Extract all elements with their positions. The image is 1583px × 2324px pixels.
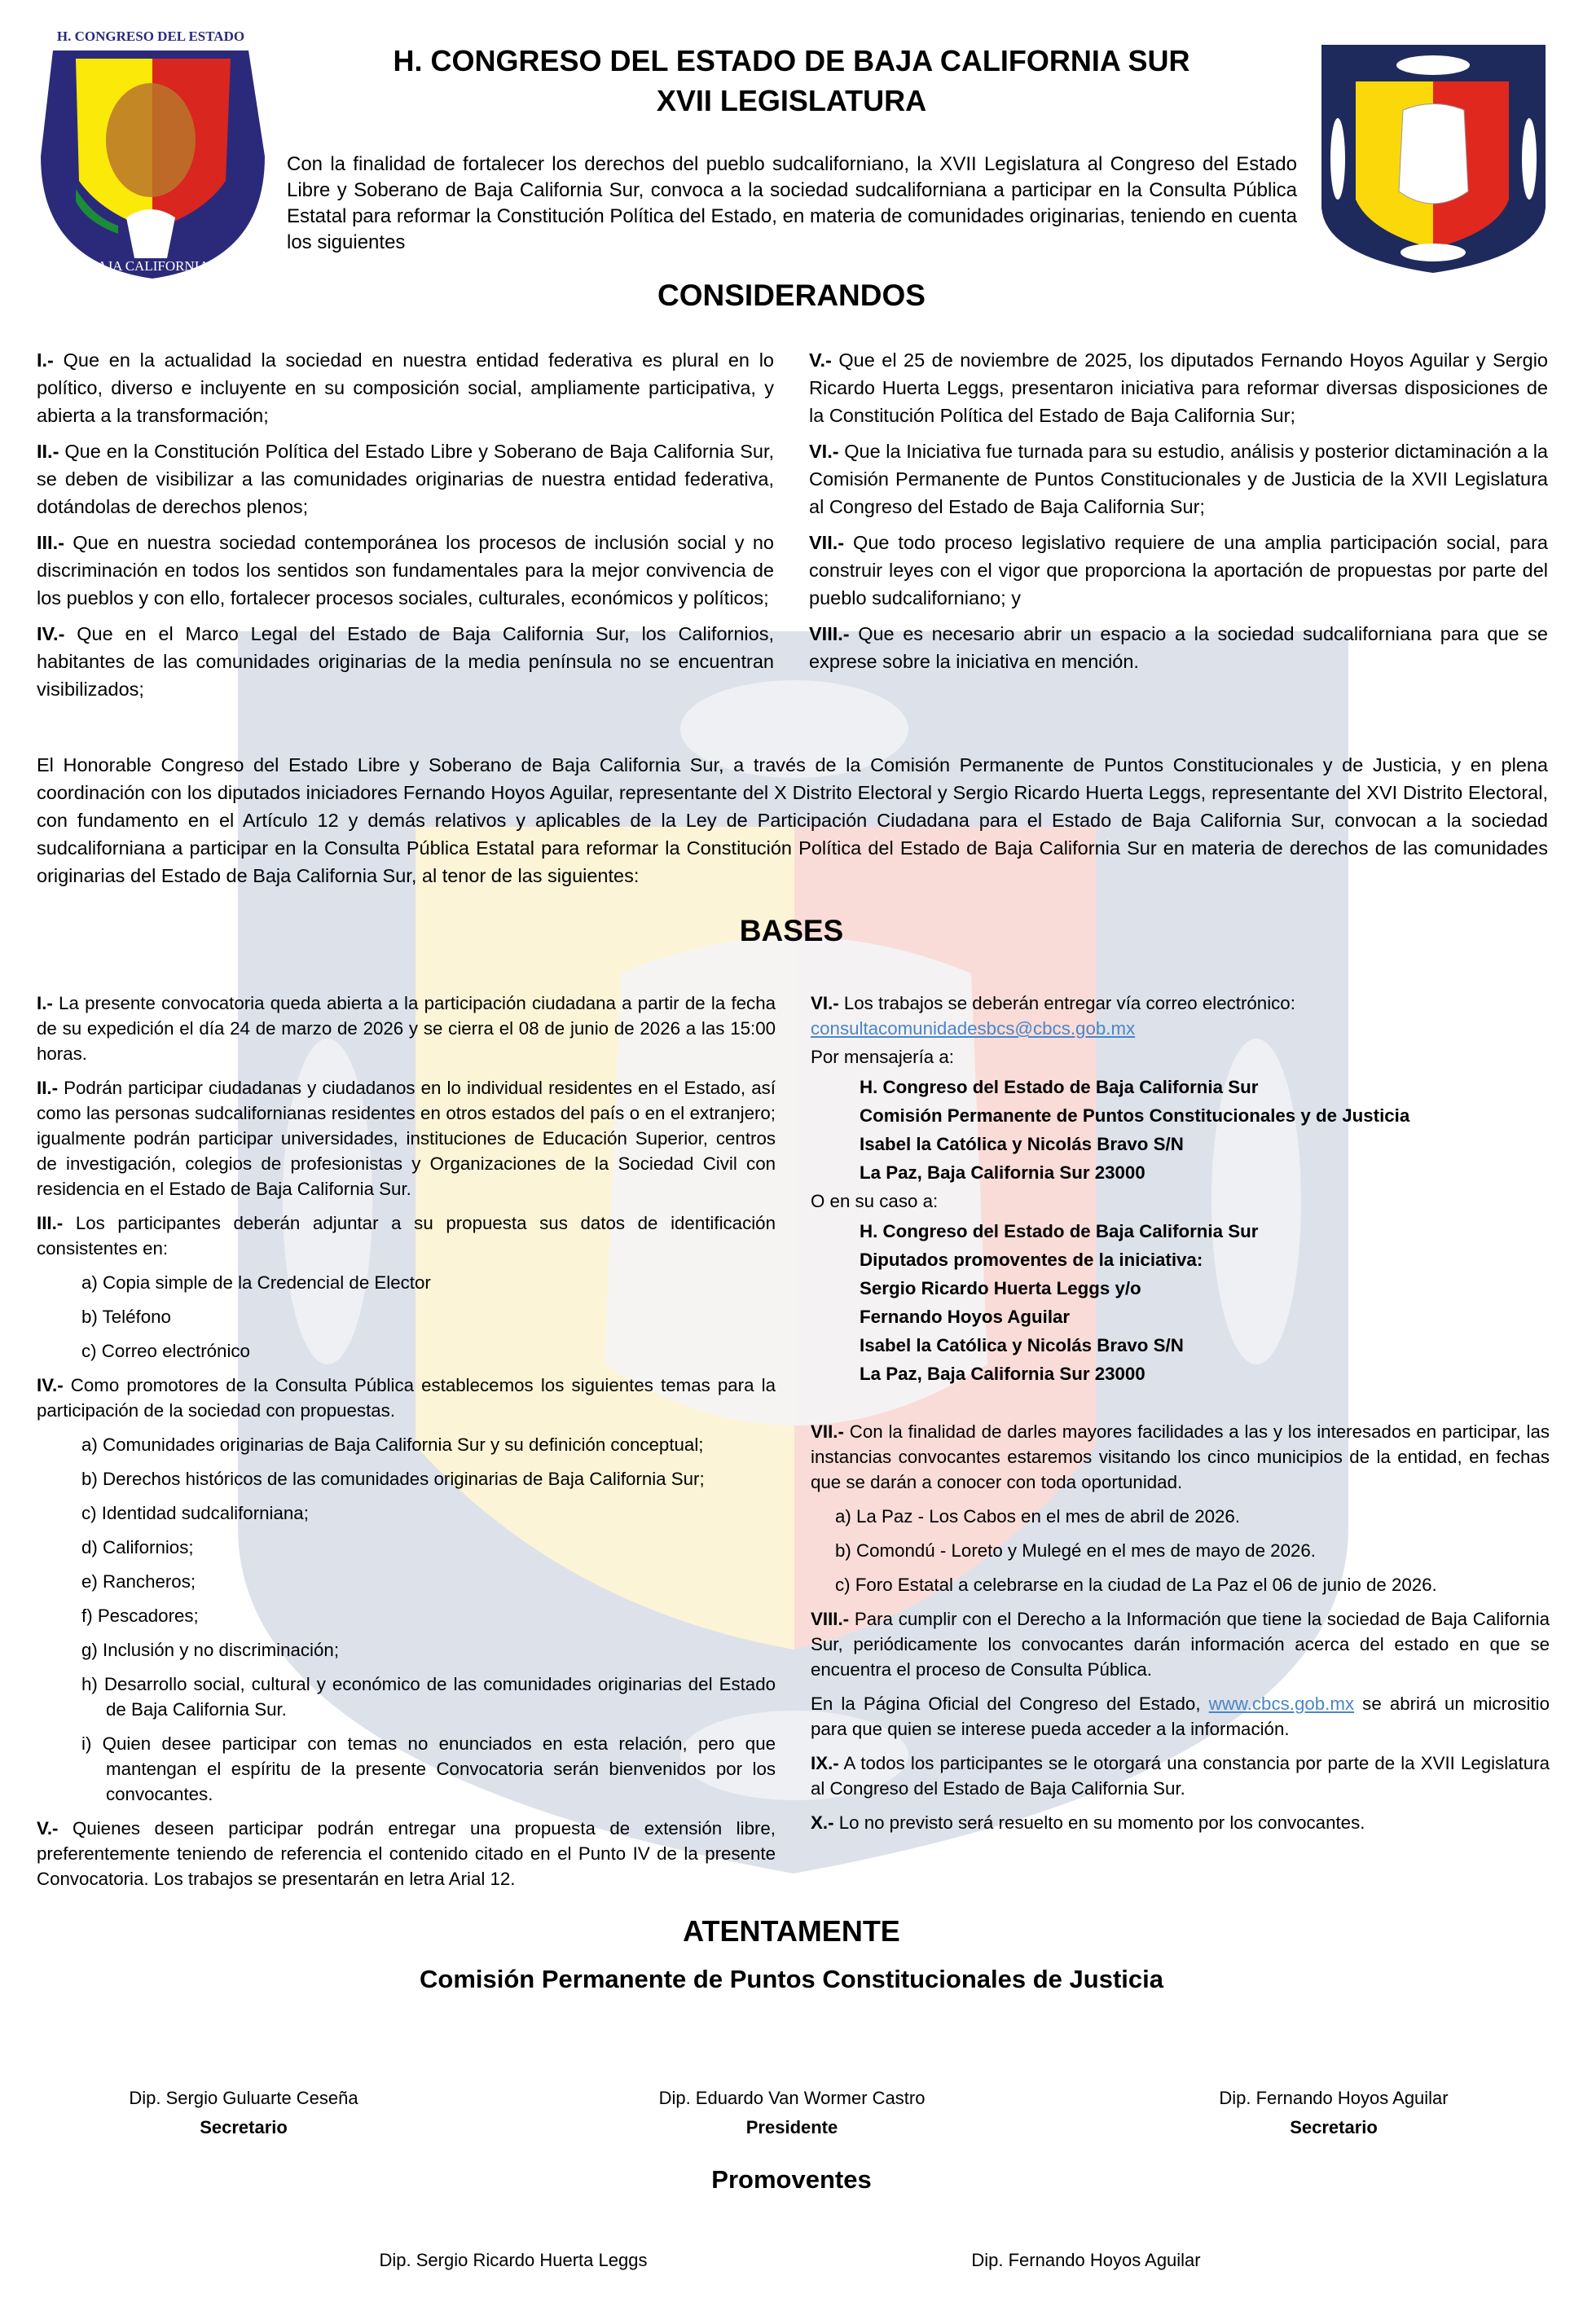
base-3: III.- Los participantes deberán adjuntar a su propuesta sus datos de identificación consistentes en: xyxy=(37,1213,776,1259)
website-link[interactable]: www.cbcs.gob.mx xyxy=(1208,1694,1355,1714)
bcs-coat-of-arms xyxy=(1321,45,1546,273)
list-item: c) Correo electrónico xyxy=(81,1341,250,1361)
base-1: I.- La presente convocatoria queda abierta a la participación ciudadana a partir de la fecha de su expedición el día 24 de marzo de 2026 y se cierra el 08 de junio de 2026 a las 15:00 horas. xyxy=(37,993,776,1064)
signer-role: Secretario xyxy=(1290,2117,1378,2137)
address-line: H. Congreso del Estado de Baja California Sur xyxy=(860,1077,1259,1097)
signer-1 xyxy=(40,2088,447,2138)
considerandos-heading: CONSIDERANDOS xyxy=(657,279,926,312)
address-line: La Paz, Baja California Sur 23000 xyxy=(860,1162,1145,1183)
address-line: Fernando Hoyos Aguilar xyxy=(860,1307,1071,1327)
promovente-1: Dip. Sergio Ricardo Huerta Leggs xyxy=(379,2250,648,2270)
list-item: a) La Paz - Los Cabos en el mes de abril de 2026. xyxy=(835,1506,1241,1527)
address-line: Comisión Permanente de Puntos Constitucionales y de Justicia xyxy=(860,1105,1410,1126)
list-item: i) Quien desee participar con temas no enunciados en esta relación, pero que mantengan el espíritu de la presente Convocatoria serán bienvenidos por los convocantes. xyxy=(81,1733,776,1804)
header-title: H. CONGRESO DEL ESTADO DE BAJA CALIFORNIA SUR xyxy=(393,44,1190,77)
signer-role: Presidente xyxy=(745,2117,838,2137)
list-item: d) Californios; xyxy=(81,1537,194,1557)
list-item: f) Pescadores; xyxy=(81,1606,199,1626)
address-line: Isabel la Católica y Nicolás Bravo S/N xyxy=(860,1335,1184,1355)
list-item: h) Desarrollo social, cultural y económico de las comunidades originarias del Estado de Baja California Sur. xyxy=(81,1674,776,1720)
considerando-7: VII.- Que todo proceso legislativo requiere de una amplia participación social, para construir leyes con el vigor que proporciona la aportación de propuestas por parte del pueblo sudcaliforniano; y xyxy=(809,532,1548,608)
signer-role: Secretario xyxy=(200,2117,288,2137)
list-item: b) Derechos históricos de las comunidades originarias de Baja California Sur; xyxy=(81,1469,705,1489)
base-7: VII.- Con la finalidad de darles mayores facilidades a las y los interesados en participar, las instancias convocantes estaremos visitando los cinco municipios de la entidad, en fechas que se darán a conocer con toda oportunidad. xyxy=(811,1421,1550,1492)
list-item: b) Teléfono xyxy=(81,1307,171,1327)
list-item: c) Identidad sudcaliforniana; xyxy=(81,1503,309,1523)
base-10: X.- Lo no previsto será resuelto en su momento por los convocantes. xyxy=(811,1812,1365,1833)
list-item: g) Inclusión y no discriminación; xyxy=(81,1640,340,1660)
alt-label: O en su caso a: xyxy=(811,1191,939,1211)
address-line: H. Congreso del Estado de Baja California Sur xyxy=(860,1221,1259,1241)
signer-2 xyxy=(588,2088,996,2138)
comision-heading: Comisión Permanente de Puntos Constitucionales de Justicia xyxy=(420,1965,1163,1993)
base-5: V.- Quienes deseen participar podrán entregar una propuesta de extensión libre, preferentemente teniendo de referencia el contenido citado en el Punto IV de la presente Convocatoria. Los trabajos se presentarán en letra Arial 12. xyxy=(37,1818,776,1889)
bases-heading: BASES xyxy=(739,914,844,947)
mensajeria-label: Por mensajería a: xyxy=(811,1047,954,1067)
list-item: e) Rancheros; xyxy=(81,1571,196,1592)
list-item: a) Copia simple de la Credencial de Elector xyxy=(81,1272,431,1293)
list-item: b) Comondú - Loreto y Mulegé en el mes de mayo de 2026. xyxy=(835,1540,1316,1561)
considerandos-right xyxy=(809,346,1548,683)
svg-text:DE BAJA CALIFORNIA SUR: DE BAJA CALIFORNIA SUR xyxy=(65,258,240,274)
list-item: c) Foro Estatal a celebrarse en la ciudad de La Paz el 06 de junio de 2026. xyxy=(835,1575,1437,1595)
considerando-3: III.- Que en nuestra sociedad contemporánea los procesos de inclusión social y no discriminación en todos los sentidos son fundamentales para la mejor convivencia de los pueblos y con ello, fortalecer procesos sociales, culturales, económicos y políticos; xyxy=(37,532,774,608)
address-line: Isabel la Católica y Nicolás Bravo S/N xyxy=(860,1134,1184,1154)
address-line: Sergio Ricardo Huerta Leggs y/o xyxy=(860,1278,1141,1298)
email-link[interactable]: consultacomunidadesbcs@cbcs.gob.mx xyxy=(811,1018,1136,1039)
base-8-micrositio: En la Página Oficial del Congreso del Estado, www.cbcs.gob.mx se abrirá un micrositio para que quien se interese pueda acceder a la información. xyxy=(811,1694,1550,1739)
considerando-2: II.- Que en la Constitución Política del Estado Libre y Soberano de Baja California Sur, se deben de visibilizar a las comunidades originarias de nuestra entidad federativa, dotándolas de derechos plenos; xyxy=(37,441,774,517)
considerando-8: VIII.- Que es necesario abrir un espacio a la sociedad sudcaliforniana para que se exprese sobre la iniciativa en mención. xyxy=(809,623,1548,672)
promovente-2: Dip. Fernando Hoyos Aguilar xyxy=(971,2250,1201,2270)
signer-name: Dip. Fernando Hoyos Aguilar xyxy=(1219,2088,1449,2108)
convocatoria-paragraph: El Honorable Congreso del Estado Libre y Soberano de Baja California Sur, a través de la Comisión Permanente de Puntos Constitucionales y de Justicia, y en plena coordinación con los diputados iniciadores Fernando Hoyos Aguilar, representante del X Distrito Electoral y Sergio Ricardo Huerta Leggs, representante del XVI Distrito Electoral, con fundamento en el Artículo 12 y demás relativos y aplicables de la Ley de Participación Ciudadana para el Estado de Baja California Sur, convocan a la sociedad sudcaliforniana a participar en la Consulta Pública Estatal para reformar la Constitución Política del Estado de Baja California Sur en materia de derechos de las comunidades originarias del Estado de Baja California Sur, al tenor de las siguientes: xyxy=(37,754,1548,886)
bases-right xyxy=(811,991,1550,1844)
base-6: VI.- Los trabajos se deberán entregar vía correo electrónico: consultacomunidadesbcs@cbcs.gob.mx xyxy=(811,993,1295,1039)
considerando-4: IV.- Que en el Marco Legal del Estado de Baja California Sur, los Californios, habitantes de las comunidades originarias de la media península no se encuentran visibilizados; xyxy=(37,623,774,700)
svg-text:H. CONGRESO DEL ESTADO: H. CONGRESO DEL ESTADO xyxy=(56,29,245,44)
list-item: a) Comunidades originarias de Baja California Sur y su definición conceptual; xyxy=(81,1434,704,1455)
considerando-5: V.- Que el 25 de noviembre de 2025, los diputados Fernando Hoyos Aguilar y Sergio Ricardo Huerta Leggs, presentaron iniciativa para reformar diversas disposiciones de la Constitución Política del Estado de Baja California Sur; xyxy=(809,349,1548,426)
signer-name: Dip. Eduardo Van Wormer Castro xyxy=(658,2088,926,2108)
intro-paragraph: Con la finalidad de fortalecer los derechos del pueblo sudcaliforniano, la XVII Legislatura al Congreso del Estado Libre y Soberano de Baja California Sur, convoca a la sociedad sudcaliforniana a participar en la Consulta Pública Estatal para reformar la Constitución Política del Estado, en materia de comunidades originarias, teniendo en cuenta los siguientes xyxy=(287,153,1297,253)
base-8: VIII.- Para cumplir con el Derecho a la Información que tiene la sociedad de Baja California Sur, periódicamente los convocantes darán información acerca del estado en que se encuentra el proceso de Consulta Pública. xyxy=(811,1609,1550,1680)
signer-name: Dip. Sergio Guluarte Ceseña xyxy=(129,2088,358,2108)
signer-3 xyxy=(1130,2088,1537,2138)
promoventes-heading: Promoventes xyxy=(711,2165,872,2194)
considerandos-left xyxy=(37,346,774,711)
header-subtitle: XVII LEGISLATURA xyxy=(656,84,927,117)
considerando-1: I.- Que en la actualidad la sociedad en nuestra entidad federativa es plural en lo político, diverso e incluyente en su composición social, ampliamente participativa, y abierta a la transformación; xyxy=(37,349,774,426)
address-line: Diputados promoventes de la iniciativa: xyxy=(860,1250,1203,1270)
base-9: IX.- A todos los participantes se le otorgará una constancia por parte de la XVII Legislatura al Congreso del Estado de Baja California Sur. xyxy=(811,1753,1550,1799)
bases-left xyxy=(37,991,776,1900)
address-line: La Paz, Baja California Sur 23000 xyxy=(860,1364,1145,1384)
base-2: II.- Podrán participar ciudadanas y ciudadanos en lo individual residentes en el Estado, así como las personas sudcalifornianas residentes en otros estados del país o en el extranjero; igualmente podrán participar universidades, instituciones de Educación Superior, centros de investigación, colegios de profesionistas y Organizaciones de la Sociedad Civil con residencia en el Estado de Baja California Sur. xyxy=(37,1078,776,1199)
considerando-6: VI.- Que la Iniciativa fue turnada para su estudio, análisis y posterior dictaminación a la Comisión Permanente de Puntos Constitucionales y de Justicia de la XVII Legislatura al Congreso del Estado de Baja California Sur; xyxy=(809,441,1548,517)
base-4: IV.- Como promotores de la Consulta Pública establecemos los siguientes temas para la participación de la sociedad con propuestas. xyxy=(37,1375,776,1421)
atentamente-heading: ATENTAMENTE xyxy=(683,1914,900,1948)
